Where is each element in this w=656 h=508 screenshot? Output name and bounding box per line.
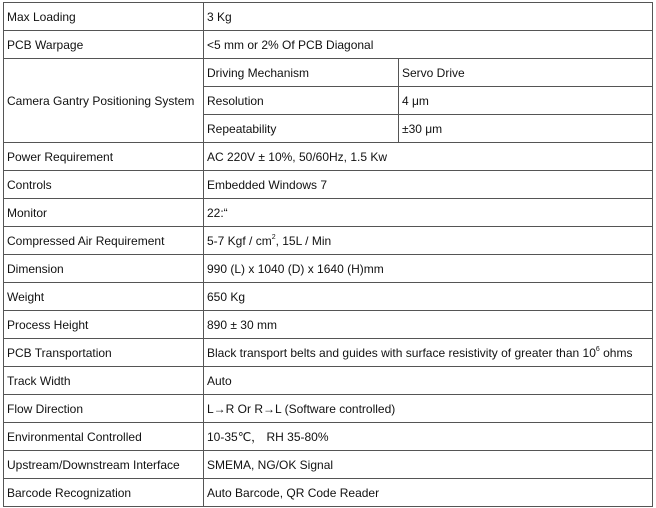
sub-row-label: Driving Mechanism <box>204 59 399 87</box>
row-value: Embedded Windows 7 <box>204 171 653 199</box>
value-text: , 15L / Min <box>275 233 332 248</box>
row-label: Barcode Recognization <box>4 479 204 507</box>
superscript: 2 <box>271 233 276 241</box>
row-value: <5 mm or 2% Of PCB Diagonal <box>204 31 653 59</box>
sub-row-value: Servo Drive <box>399 59 653 87</box>
row-value: SMEMA, NG/OK Signal <box>204 451 653 479</box>
value-text: 5-7 Kgf / cm <box>207 233 272 248</box>
row-value: 22:“ <box>204 199 653 227</box>
row-label: Max Loading <box>4 3 204 31</box>
row-label: Controls <box>4 171 204 199</box>
row-value: AC 220V ± 10%, 50/60Hz, 1.5 Kw <box>204 143 653 171</box>
specification-table <box>3 2 653 507</box>
table-row <box>4 395 653 423</box>
row-label: Camera Gantry Positioning System <box>4 59 204 143</box>
row-label: Compressed Air Requirement <box>4 227 204 255</box>
table-row <box>4 143 653 171</box>
row-value <box>204 227 653 255</box>
table-row <box>4 3 653 31</box>
table-row <box>4 171 653 199</box>
table-row <box>4 283 653 311</box>
table-row <box>4 451 653 479</box>
row-label: PCB Transportation <box>4 339 204 367</box>
sub-row-value: ±30 μm <box>399 115 653 143</box>
table-row <box>4 479 653 507</box>
row-label: Monitor <box>4 199 204 227</box>
table-row <box>4 59 653 87</box>
table-row <box>4 339 653 367</box>
table-row <box>4 423 653 451</box>
row-value: Auto <box>204 367 653 395</box>
row-value: 990 (L) x 1040 (D) x 1640 (H)mm <box>204 255 653 283</box>
row-value: 3 Kg <box>204 3 653 31</box>
row-label: Weight <box>4 283 204 311</box>
sub-row-label: Resolution <box>204 87 399 115</box>
row-value: L→R Or R→L (Software controlled) <box>204 395 653 423</box>
table-row <box>4 199 653 227</box>
row-value <box>204 339 653 367</box>
row-label: Dimension <box>4 255 204 283</box>
table-row <box>4 227 653 255</box>
row-label: Track Width <box>4 367 204 395</box>
table-row <box>4 31 653 59</box>
row-value: 890 ± 30 mm <box>204 311 653 339</box>
row-label: Upstream/Downstream Interface <box>4 451 204 479</box>
row-label: PCB Warpage <box>4 31 204 59</box>
row-value: 10-35℃， RH 35-80% <box>204 423 653 451</box>
row-label: Process Height <box>4 311 204 339</box>
table-row <box>4 311 653 339</box>
superscript: 6 <box>595 345 600 353</box>
row-label: Environmental Controlled <box>4 423 204 451</box>
sub-row-label: Repeatability <box>204 115 399 143</box>
table-row <box>4 367 653 395</box>
row-label: Power Requirement <box>4 143 204 171</box>
table-row <box>4 255 653 283</box>
value-text: ohms <box>599 345 633 360</box>
value-text: Black transport belts and guides with surface resistivity of greater than 10 <box>207 345 596 360</box>
row-value: 650 Kg <box>204 283 653 311</box>
row-label: Flow Direction <box>4 395 204 423</box>
row-value: Auto Barcode, QR Code Reader <box>204 479 653 507</box>
sub-row-value: 4 μm <box>399 87 653 115</box>
